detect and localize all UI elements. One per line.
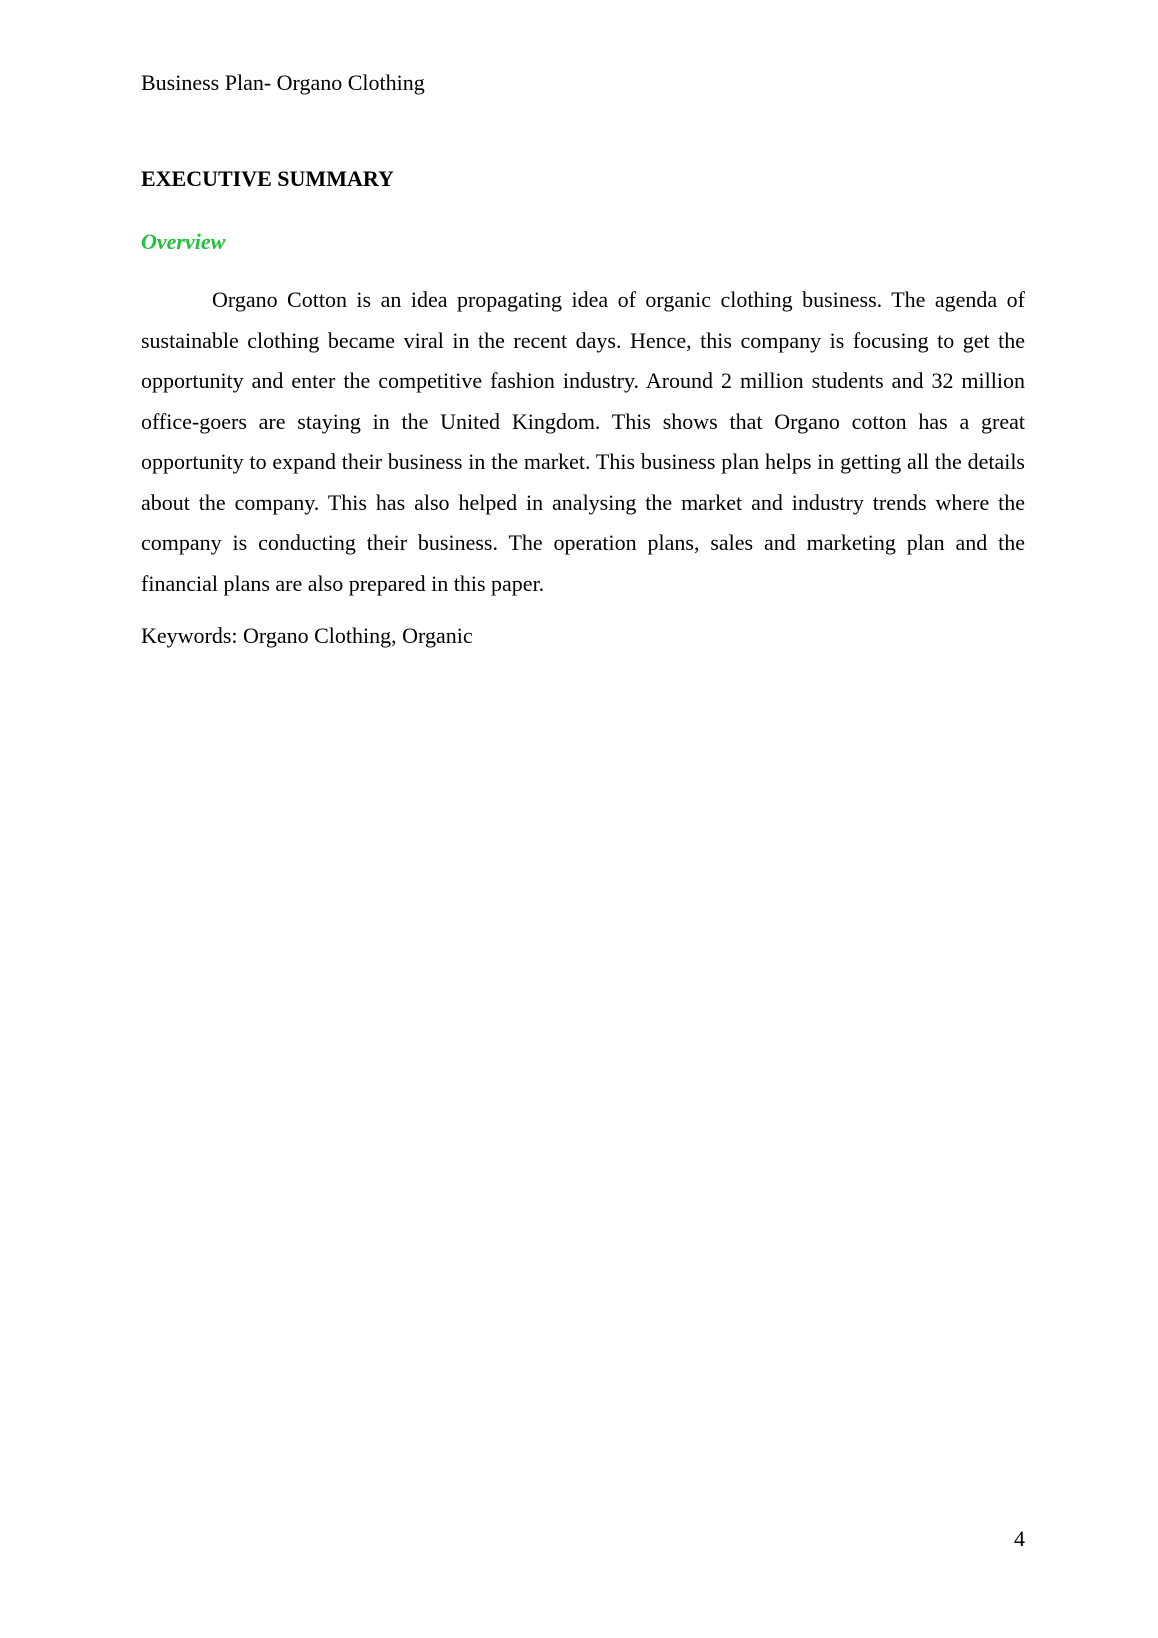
section-title: EXECUTIVE SUMMARY [141,166,394,191]
body-paragraph: Organo Cotton is an idea propagating idea of organic clothing business. The agenda of sustainable clothing became viral in the recent days. Hence, this company is focusing to get the opportunity and enter the competitive fashion industry. Around 2 million students and 32 million office-goers are staying in the United Kingdom. This shows that Organo cotton has a great opportunity to expand their business in the market. This business plan helps in getting all the details about the company. This has also helped in analysing the market and industry trends where the company is conducting their business. The operation plans, sales and marketing plan and the financial plans are also prepared in this paper. [141,287,1025,596]
keywords-line: Keywords: Organo Clothing, Organic [141,623,473,648]
page-number: 4 [1014,1526,1025,1551]
running-header: Business Plan- Organo Clothing [141,70,425,95]
subsection-title: Overview [141,229,226,254]
